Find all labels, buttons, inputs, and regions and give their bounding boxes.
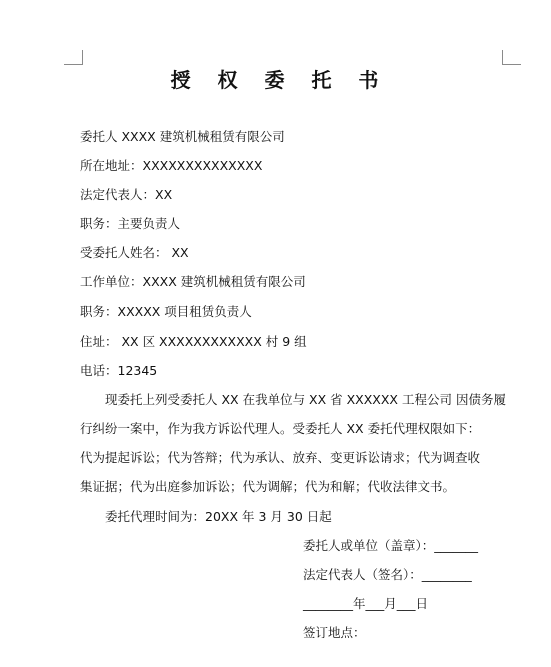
address-line: 所在地址：XXXXXXXXXXXXXX xyxy=(80,158,263,173)
legal-rep-line: 法定代表人：XX xyxy=(80,187,173,202)
body-paragraph-line-4: 集证据；代为出庭参加诉讼；代为调解；代为和解；代收法律文书。 xyxy=(80,479,456,494)
phone-line: 电话：12345 xyxy=(80,363,158,378)
position-line: 职务：主要负责人 xyxy=(80,216,181,231)
agency-period-line: 委托代理时间为：20XX 年 3 月 30 日起 xyxy=(105,509,332,524)
signature-date-line: ________年___月___日 xyxy=(303,596,429,611)
principal-line: 委托人 XXXX 建筑机械租赁有限公司 xyxy=(80,129,285,144)
agent-position-line: 职务：XXXXX 项目租赁负责人 xyxy=(80,304,252,319)
work-unit-line: 工作单位：XXXX 建筑机械租赁有限公司 xyxy=(80,274,306,289)
principal-signature-line: 委托人或单位（盖章）：_______ xyxy=(303,538,479,553)
agent-name-line: 受委托人姓名： XX xyxy=(80,245,189,260)
body-paragraph-line-3: 代为提起诉讼；代为答辩；代为承认、放弃、变更诉讼请求；代为调查收 xyxy=(80,450,481,465)
body-paragraph-line-1: 现委托上列受委托人 XX 在我单位与 XX 省 XXXXXX 工程公司 因债务履 xyxy=(105,392,506,407)
body-paragraph-line-2: 行纠纷一案中，作为我方诉讼代理人。受委托人 XX 委托代理权限如下： xyxy=(80,421,481,436)
residence-line: 住址： XX 区 XXXXXXXXXXXX 村 9 组 xyxy=(80,334,307,349)
signing-place-line: 签订地点： xyxy=(303,625,366,640)
margin-corner-top-right xyxy=(502,50,521,65)
document-title: 授 权 委 托 书 xyxy=(170,68,389,92)
legal-rep-signature-line: 法定代表人（签名）：________ xyxy=(303,567,472,582)
margin-corner-top-left xyxy=(64,50,83,65)
